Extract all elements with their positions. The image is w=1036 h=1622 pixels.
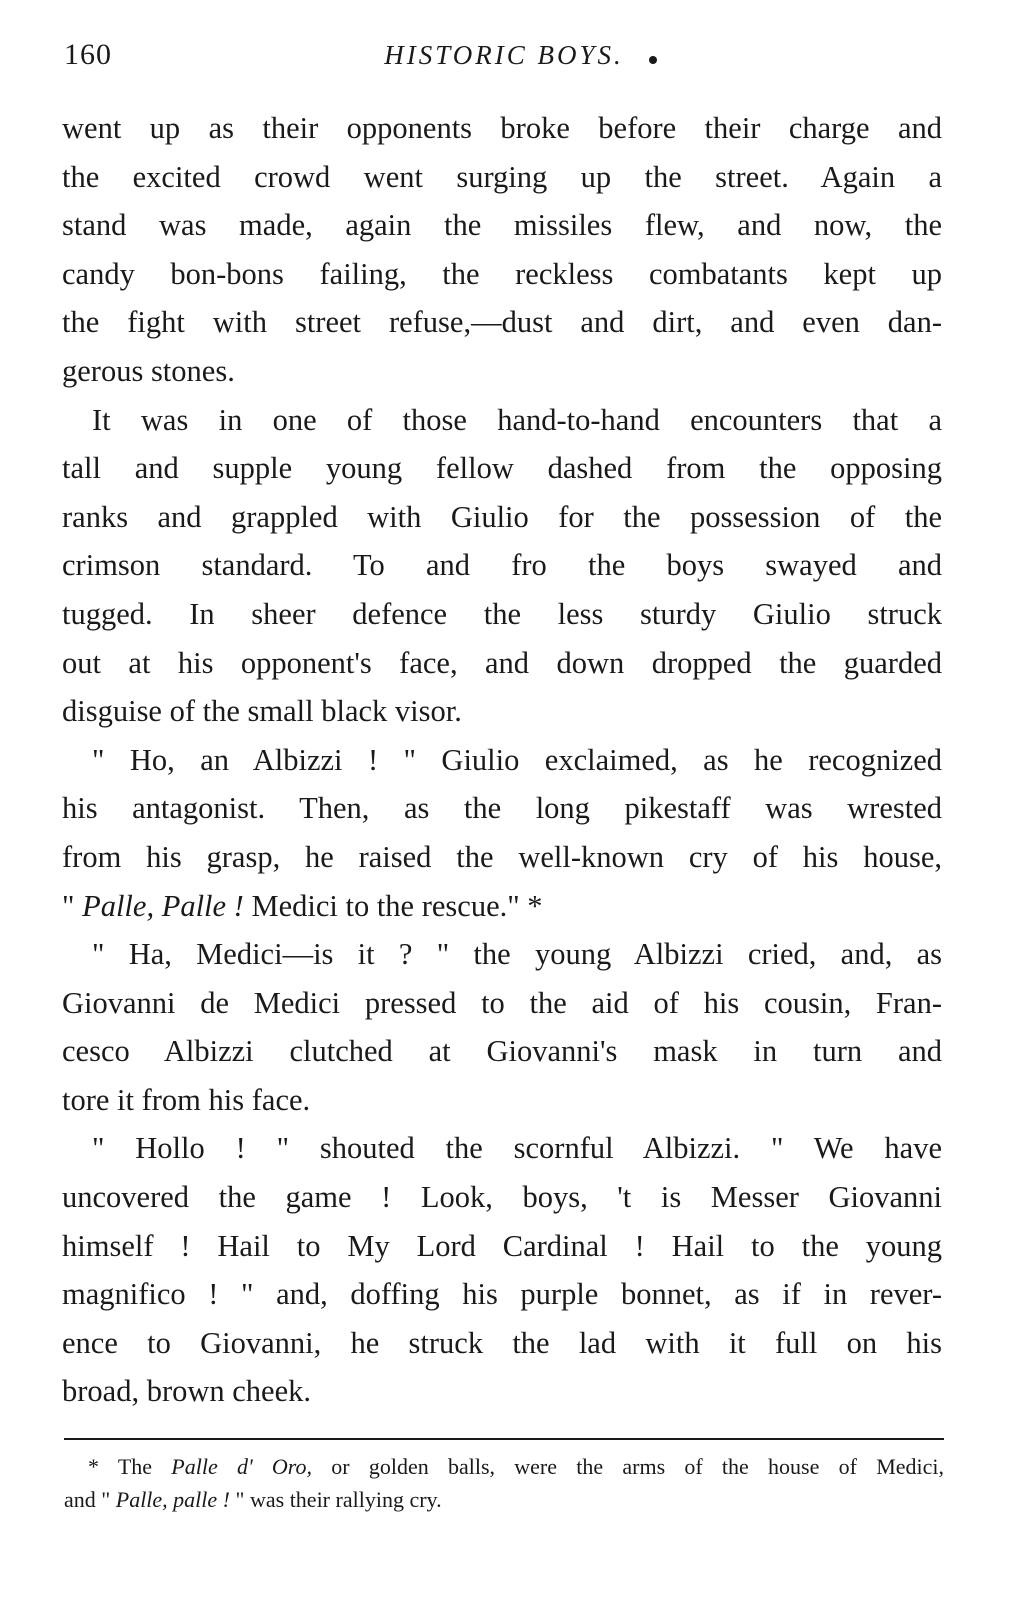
text-line: his antagonist. Then, as the long pikestaff was wrested: [62, 791, 942, 826]
text-line: stand was made, again the missiles flew, and now, the: [62, 208, 942, 243]
text-line: " Ho, an Albizzi ! " Giulio exclaimed, as he recognized: [92, 742, 942, 777]
footnote: [64, 1450, 944, 1516]
text-line: magnifico ! " and, doffing his purple bonnet, as if in rever-: [62, 1277, 942, 1312]
text-line: tugged. In sheer defence the less sturdy Giulio struck: [62, 596, 942, 631]
text-line: went up as their opponents broke before their charge and: [62, 111, 942, 145]
body-text: [62, 104, 942, 1416]
footnote-italic: Palle d' Oro,: [171, 1454, 313, 1479]
page-header: [64, 38, 944, 78]
text-line: crimson standard. To and fro the boys swayed and: [62, 548, 942, 583]
text-line: out at his opponent's face, and down dropped the guarded: [62, 645, 942, 680]
text-line: " Hollo ! " shouted the scornful Albizzi. " We have: [92, 1131, 942, 1166]
footnote-rest: " was their rallying cry.: [230, 1487, 442, 1512]
text-line: tore it from his face.: [62, 1082, 311, 1117]
text-line: the fight with street refuse,—dust and dirt, and even dan-: [62, 305, 942, 340]
text-line: gerous stones.: [62, 353, 235, 388]
text-line: disguise of the small black visor.: [62, 694, 462, 729]
line-rest: Medici to the rescue." *: [251, 888, 543, 923]
text-line: tall and supple young fellow dashed from the opposing: [62, 451, 942, 486]
text-line: candy bon-bons failing, the reckless combatants kept up: [62, 256, 942, 291]
footnote-line: [64, 1450, 944, 1483]
text-line: from his grasp, he raised the well-known cry of his house,: [62, 839, 942, 874]
text-line-with-italic: [62, 882, 942, 931]
ink-mark-icon: [649, 56, 657, 64]
text-line: It was in one of those hand-to-hand encounters that a: [92, 402, 942, 437]
quote-open: ": [62, 888, 83, 923]
text-line: ranks and grappled with Giulio for the possession of the: [62, 499, 942, 534]
footnote-line: [64, 1483, 944, 1516]
text-line: cesco Albizzi clutched at Giovanni's mask in turn and: [62, 1034, 942, 1069]
footnote-italic: Palle, palle !: [115, 1487, 230, 1512]
footnote-rest: or golden balls, were the arms of the house of Medici,: [312, 1454, 945, 1479]
text-line: the excited crowd went surging up the street. Again a: [62, 159, 942, 194]
text-line: broad, brown cheek.: [62, 1374, 311, 1409]
text-line: ence to Giovanni, he struck the lad with it full on his: [62, 1325, 942, 1360]
footnote-lead: and ": [64, 1487, 116, 1512]
text-line: uncovered the game ! Look, boys, 't is Messer Giovanni: [62, 1180, 942, 1215]
footnote-lead: * The: [88, 1454, 172, 1479]
running-title: HISTORIC BOYS.: [384, 40, 624, 70]
footnote-divider: [64, 1438, 944, 1440]
text-line: " Ha, Medici—is it ? " the young Albizzi cried, and, as: [92, 937, 942, 972]
text-line: Giovanni de Medici pressed to the aid of his cousin, Fran-: [62, 985, 942, 1020]
italic-text: Palle, Palle !: [82, 888, 252, 923]
text-line: himself ! Hail to My Lord Cardinal ! Hail to the young: [62, 1228, 942, 1263]
page-number: 160: [64, 38, 112, 71]
